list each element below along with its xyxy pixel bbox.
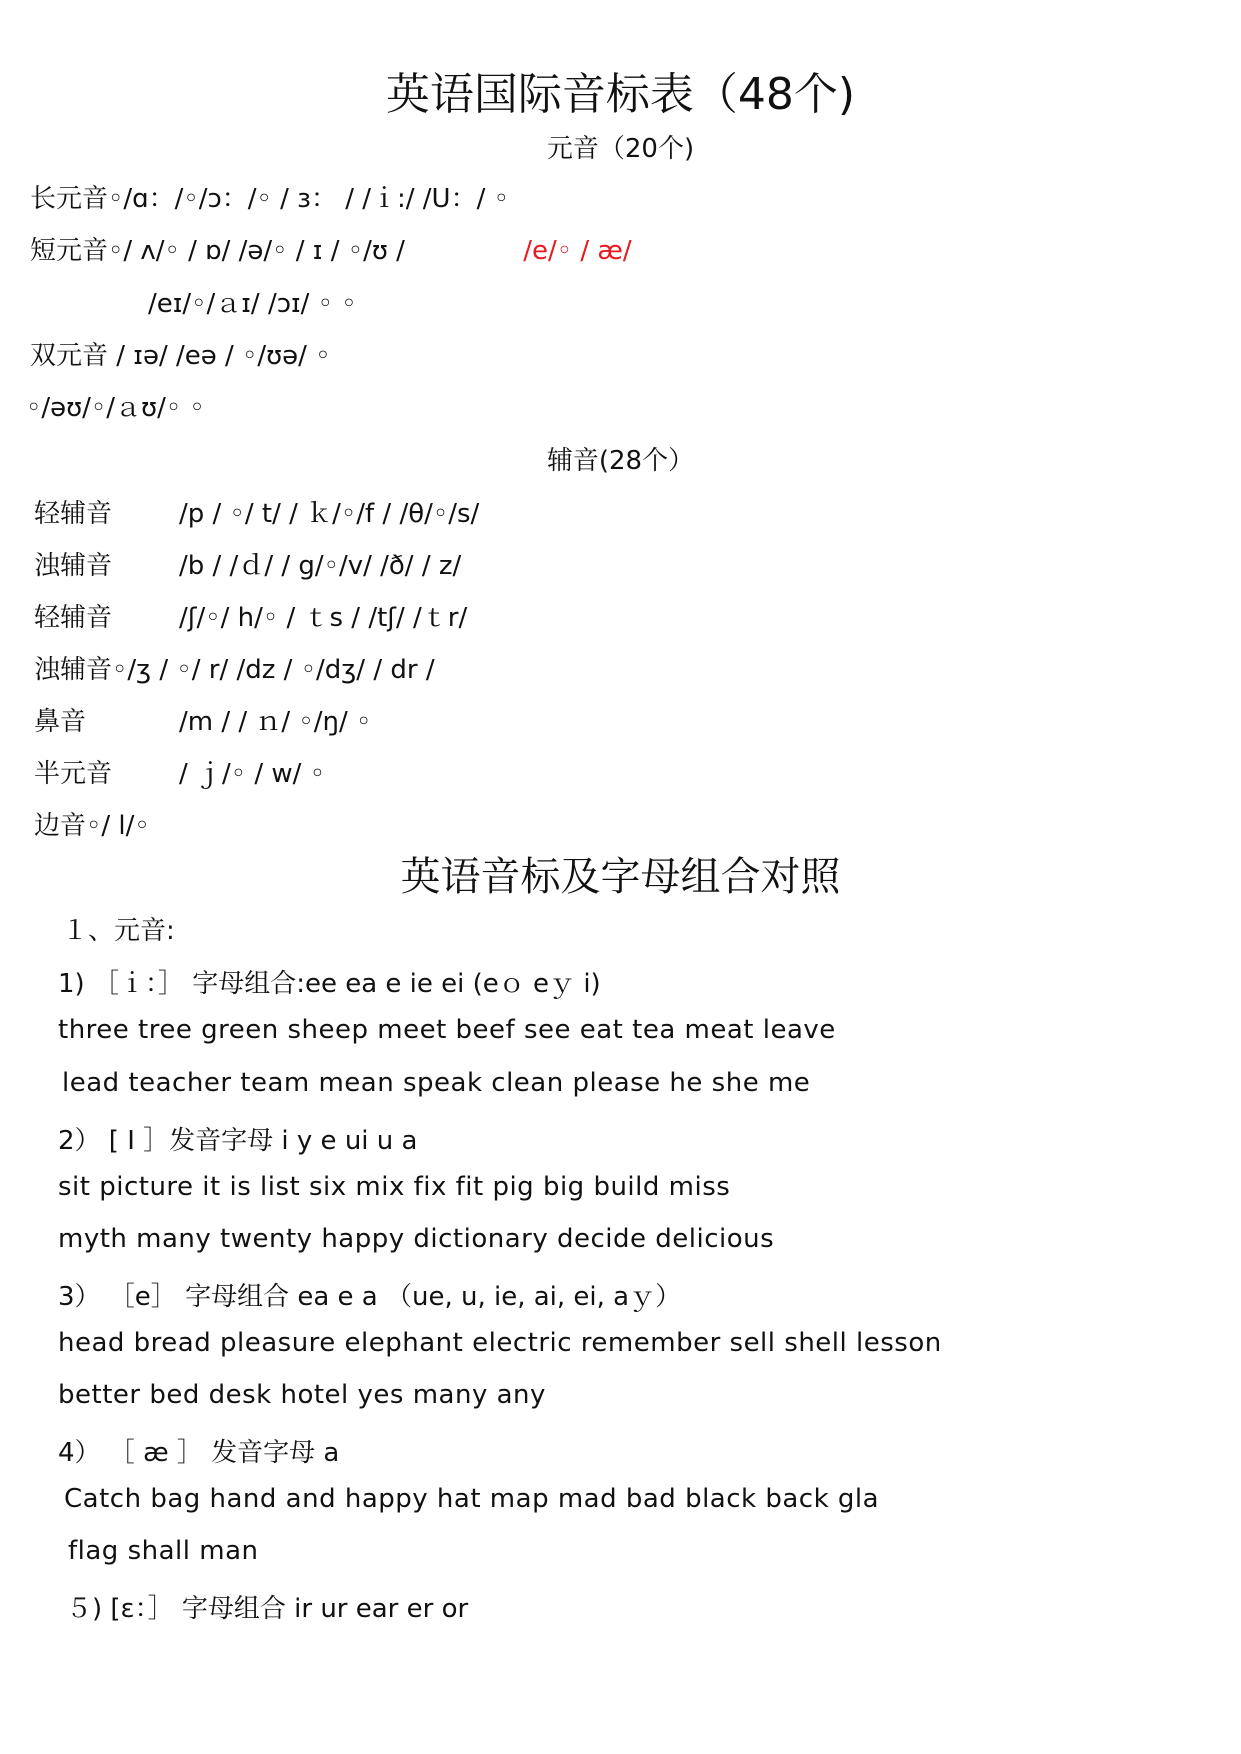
word-line: myth many twenty happy dictionary decide delicious (58, 1224, 775, 1254)
consonant-text: /m / / ｎ/ ◦/ŋ/ ◦ (179, 707, 372, 737)
consonant-text: ◦/ʒ / ◦/ r/ /dz / ◦/dʒ/ / dr / (112, 655, 435, 685)
consonant-row (34, 649, 435, 686)
consonant-row (34, 597, 467, 634)
consonant-text: /b / /ｄ/ / g/◦/v/ /ð/ / z/ (179, 551, 462, 581)
consonants-heading: 辅音(28个） (546, 446, 695, 476)
word-line: flag shall man (68, 1536, 259, 1566)
item-head: 2） [ I ］发音字母 i y e ui u a (58, 1126, 418, 1156)
item-head: 1) ［ｉ：］ 字母组合:ee ea e ie ei (eｏ eｙ i) (58, 969, 601, 999)
consonant-label: 轻辅音 (34, 499, 113, 529)
word-line: sit picture it is list six mix fix fit pig big build miss (58, 1172, 731, 1202)
consonant-text: /ʃ/◦/ h/◦ / ｔs / /tʃ/ /ｔr/ (179, 603, 468, 633)
consonant-label: 半元音 (34, 759, 113, 789)
consonant-row (34, 701, 371, 738)
consonant-label: 浊辅音 (34, 655, 113, 685)
diphthong-row-3: ◦/əʊ/◦/ａʊ/◦ ◦ (26, 393, 205, 423)
consonant-label: 边音 (34, 811, 87, 841)
short-vowel-red: /e/◦ / æ/ (523, 236, 632, 266)
consonant-text: ◦/ l/◦ (86, 811, 150, 841)
vowels-heading: 元音（20个) (546, 134, 695, 164)
word-line: Catch bag hand and happy hat map mad bad black back gla (64, 1484, 880, 1514)
diphthong-row-2: 双元音 / ɪə/ /eə / ◦/ʊə/ ◦ (30, 341, 331, 371)
item-head: ５) [ɛ：］ 字母组合 ir ur ear er or (66, 1594, 469, 1624)
vowel-section-label: １、元音: (62, 916, 175, 946)
diphthong-row-1: /eɪ/◦/ａɪ/ /ɔɪ/ ◦ ◦ (148, 289, 357, 319)
consonant-text: / ｊ/◦ / w/ ◦ (179, 759, 326, 789)
long-vowel-text: ◦/ɑ：/◦/ɔ：/◦ / ɜ： / /ｉ:/ /U：/ ◦ (108, 184, 509, 214)
word-line: three tree green sheep meet beef see eat tea meat leave (58, 1015, 836, 1045)
consonant-text: /p / ◦/ t/ / ｋ/◦/f / /θ/◦/s/ (179, 499, 480, 529)
section2-title: 英语音标及字母组合对照 (400, 854, 841, 900)
word-line: better bed desk hotel yes many any (58, 1380, 546, 1410)
consonant-row (34, 805, 150, 842)
page-title: 英语国际音标表（48个) (385, 69, 856, 120)
word-line: lead teacher team mean speak clean please he she me (62, 1068, 811, 1098)
item-head: 4） ［ æ ］ 发音字母 a (58, 1438, 340, 1468)
consonant-label: 鼻音 (34, 707, 87, 737)
long-vowel-label: 长元音 (30, 184, 109, 214)
short-vowel-row (30, 230, 632, 267)
consonant-row (34, 493, 479, 530)
consonant-row (34, 545, 461, 582)
consonant-row (34, 753, 325, 790)
item-head: 3） ［e］ 字母组合 ea e a （ue, u, ie, ai, ei, aｙ） (58, 1282, 682, 1312)
short-vowel-text: 短元音◦/ ʌ/◦ / ɒ/ /ə/◦ / ɪ / ◦/ʊ / (30, 236, 405, 266)
consonant-label: 浊辅音 (34, 551, 113, 581)
word-line: head bread pleasure elephant electric remember sell shell lesson (58, 1328, 942, 1358)
consonant-label: 轻辅音 (34, 603, 113, 633)
long-vowel-row (30, 178, 509, 215)
